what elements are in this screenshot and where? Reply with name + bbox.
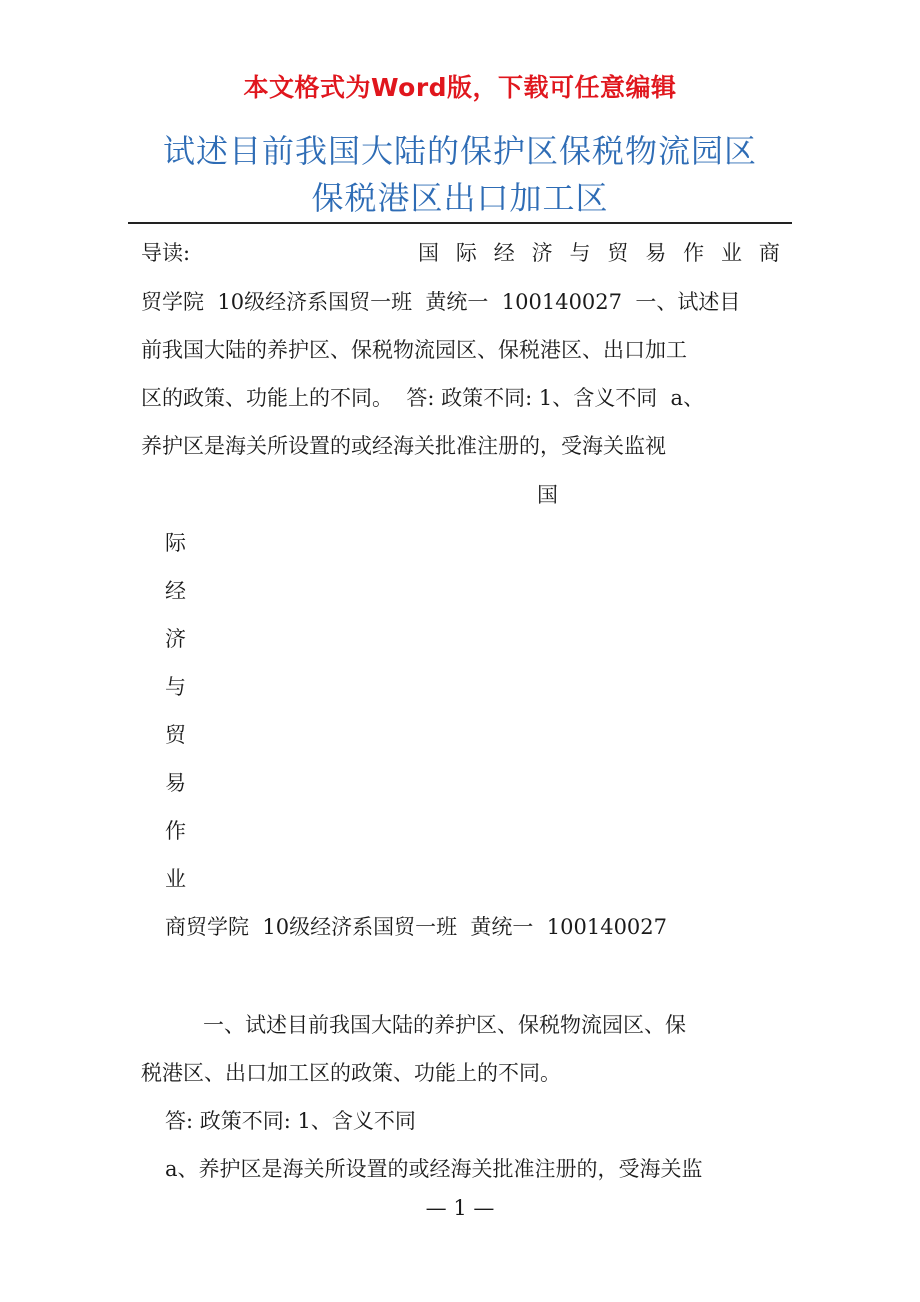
spread-char: 际 xyxy=(455,241,477,265)
page-number: — 1 — xyxy=(425,1196,495,1220)
vertical-char: 易 xyxy=(165,771,186,795)
vertical-char: 与 xyxy=(165,675,186,699)
spread-char: 贸 xyxy=(607,241,629,265)
spread-char: 经 xyxy=(493,241,515,265)
vertical-char: 际 xyxy=(165,531,186,555)
spread-char: 济 xyxy=(531,241,553,265)
spread-char: 作 xyxy=(683,241,705,265)
vertical-char: 作 xyxy=(165,819,186,843)
intro-line: 前我国大陆的养护区、保税物流园区、保税港区、出口加工 xyxy=(141,338,687,362)
vertical-tail-line: 商贸学院 10级经济系国贸一班 黄统一 100140027 xyxy=(165,915,668,939)
vertical-char: 经 xyxy=(165,579,186,603)
answer-line: 答: 政策不同: 1、含义不同 xyxy=(165,1109,416,1133)
vertical-char: 济 xyxy=(165,627,186,651)
vertical-char: 业 xyxy=(165,867,186,891)
spread-char: 与 xyxy=(569,241,591,265)
spread-char: 国 xyxy=(418,241,439,265)
intro-line: 区的政策、功能上的不同。 答: 政策不同: 1、含义不同 a、 xyxy=(141,386,705,410)
vertical-char: 贸 xyxy=(165,723,186,747)
intro-line: 养护区是海关所设置的或经海关批准注册的，受海关监视 xyxy=(141,434,666,458)
title-divider xyxy=(128,222,792,224)
intro-spread-row xyxy=(418,240,780,266)
spread-char: 易 xyxy=(645,241,667,265)
intro-label: 导读: xyxy=(141,241,191,265)
document-title-line-1: 试述目前我国大陆的保护区保税物流园区 xyxy=(162,132,757,170)
item-a-line: a、养护区是海关所设置的或经海关批准注册的，受海关监 xyxy=(165,1157,703,1181)
spread-char: 业 xyxy=(721,241,742,265)
spread-char: 商 xyxy=(758,241,780,265)
document-title-line-2: 保税港区出口加工区 xyxy=(311,179,609,217)
vertical-top-char: 国 xyxy=(537,483,558,507)
format-banner: 本文格式为Word版，下载可任意编辑 xyxy=(243,73,677,102)
intro-line: 贸学院 10级经济系国贸一班 黄统一 100140027 一、试述目 xyxy=(141,290,741,314)
body-paragraph-line: 税港区、出口加工区的政策、功能上的不同。 xyxy=(141,1061,561,1085)
body-paragraph-line: 一、试述目前我国大陆的养护区、保税物流园区、保 xyxy=(203,1013,686,1037)
